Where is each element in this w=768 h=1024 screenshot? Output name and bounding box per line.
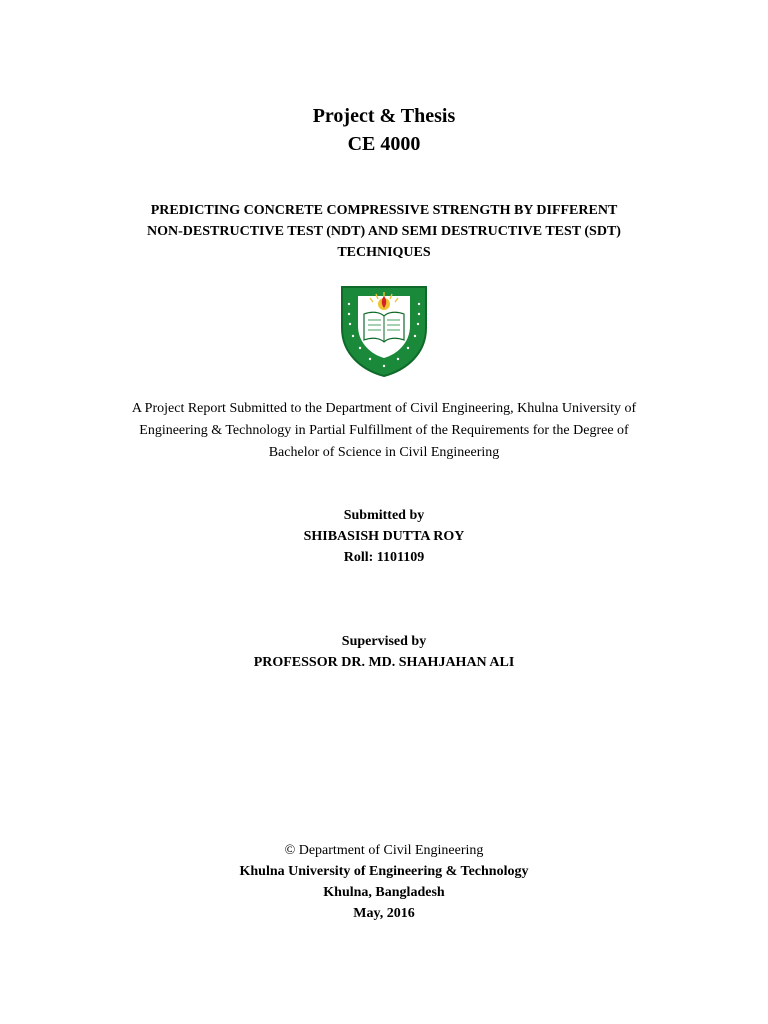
thesis-title-line: TECHNIQUES xyxy=(337,245,431,260)
submitted-by-label: Submitted by xyxy=(343,508,425,523)
location: Khulna, Bangladesh xyxy=(323,885,445,900)
supervised-by-block xyxy=(0,631,768,673)
report-description-line: Bachelor of Science in Civil Engineering xyxy=(268,445,500,460)
supervised-by-label: Supervised by xyxy=(341,634,427,649)
university-logo xyxy=(0,284,768,380)
course-code: CE 4000 xyxy=(347,133,421,155)
author-name: SHIBASISH DUTTA ROY xyxy=(303,529,465,544)
course-header xyxy=(0,102,768,158)
thesis-title xyxy=(0,200,768,263)
supervisor-name: PROFESSOR DR. MD. SHAHJAHAN ALI xyxy=(253,655,515,670)
report-description-line: Engineering & Technology in Partial Fulfillment of the Requirements for the Degree of xyxy=(139,423,629,438)
thesis-title-line: NON-DESTRUCTIVE TEST (NDT) AND SEMI DESTRUCTIVE TEST (SDT) xyxy=(147,224,621,239)
copyright-line: © Department of Civil Engineering xyxy=(284,843,484,858)
submitted-by-block xyxy=(0,505,768,568)
report-description xyxy=(0,398,768,464)
report-description-line: A Project Report Submitted to the Department of Civil Engineering, Khulna University of xyxy=(131,401,637,416)
footer-block xyxy=(0,840,768,924)
roll-number: Roll: 1101109 xyxy=(343,550,425,565)
submission-date: May, 2016 xyxy=(353,906,415,921)
university-name: Khulna University of Engineering & Technology xyxy=(239,864,529,879)
university-crest-icon xyxy=(340,284,428,378)
thesis-title-line: PREDICTING CONCRETE COMPRESSIVE STRENGTH BY DIFFERENT xyxy=(150,203,618,218)
project-thesis-heading: Project & Thesis xyxy=(312,105,456,127)
